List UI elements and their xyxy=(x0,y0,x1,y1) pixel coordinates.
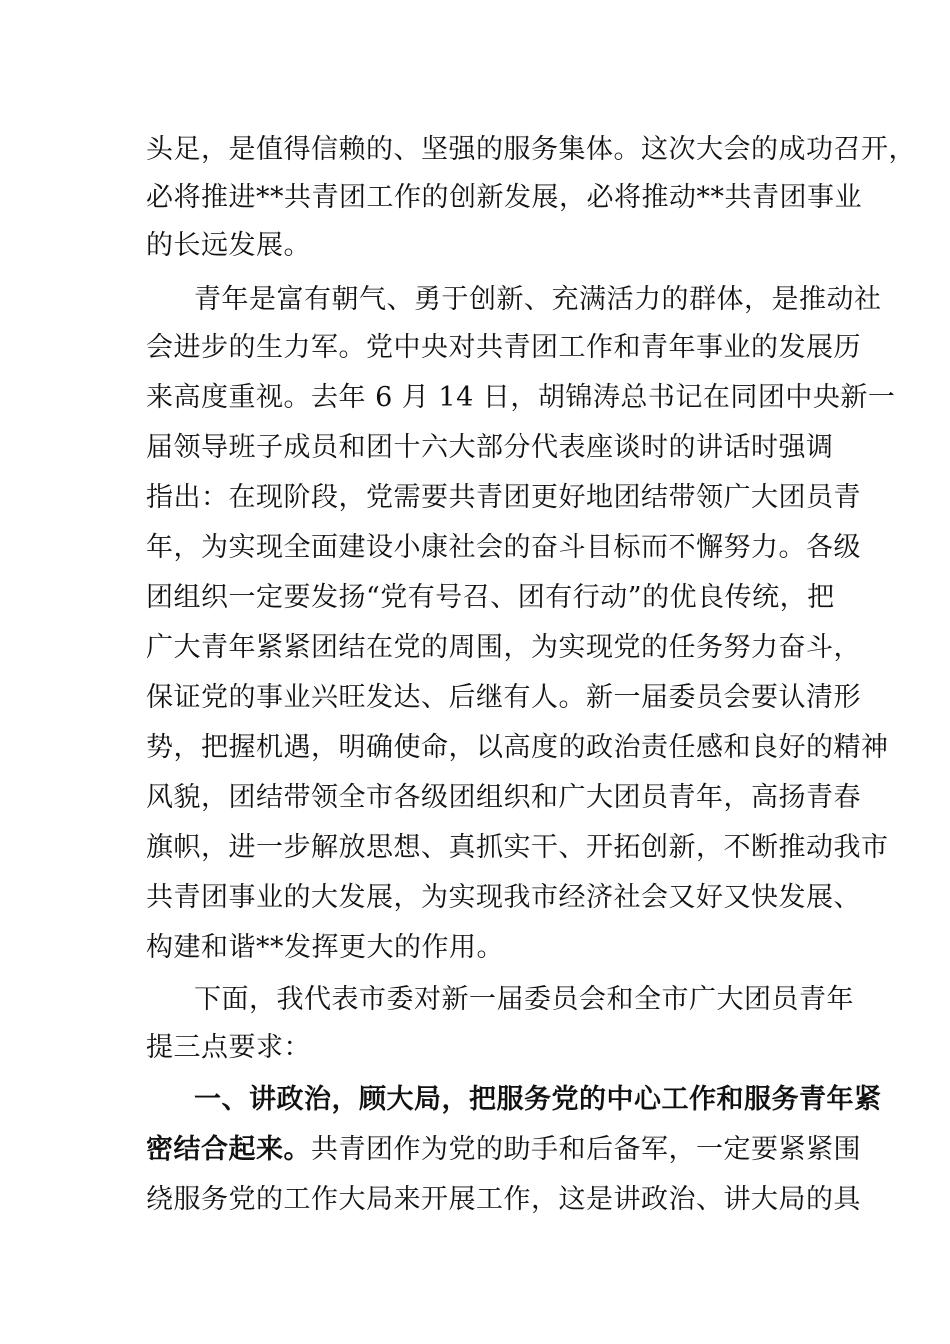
paragraph-2-line-8: 广大青年紧紧团结在党的周围，为实现党的任务努力奋斗， xyxy=(146,632,861,663)
paragraph-4-line-2: 绕服务党的工作大局来开展工作，这是讲政治、讲大局的具 xyxy=(146,1184,861,1215)
paragraph-2-line-4: 届领导班子成员和团十六大部分代表座谈时的讲话时强调 xyxy=(146,432,834,463)
paragraph-4-line-1-body: 共青团作为党的助手和后备军，一定要紧紧围 xyxy=(311,1134,861,1165)
section-heading-line-2: 密结合起来。 xyxy=(146,1134,311,1165)
paragraph-2-line-6: 年，为实现全面建设小康社会的奋斗目标而不懈努力。各级 xyxy=(146,532,861,563)
paragraph-2-line-2: 会进步的生力军。党中央对共青团工作和青年事业的发展历 xyxy=(146,332,861,363)
paragraph-1-line-3: 的长远发展。 xyxy=(146,230,311,261)
paragraph-1-line-2: 必将推进**共青团工作的创新发展，必将推动**共青团事业 xyxy=(146,182,862,213)
paragraph-2-line-3: 来高度重视。去年 6 月 14 日，胡锦涛总书记在同团中央新一 xyxy=(146,382,896,413)
section-heading-line-1: 一、讲政治，顾大局，把服务党的中心工作和服务青年紧 xyxy=(194,1084,882,1115)
paragraph-2-line-10: 势，把握机遇，明确使命，以高度的政治责任感和良好的精神 xyxy=(146,732,889,763)
paragraph-3-line-1: 下面，我代表市委对新一届委员会和全市广大团员青年 xyxy=(194,984,854,1015)
paragraph-2-line-1: 青年是富有朝气、勇于创新、充满活力的群体，是推动社 xyxy=(194,284,882,315)
paragraph-3-line-2: 提三点要求： xyxy=(146,1032,311,1063)
paragraph-2-line-12: 旗帜，进一步解放思想、真抓实干、开拓创新，不断推动我市 xyxy=(146,832,889,863)
paragraph-2-line-14: 构建和谐**发挥更大的作用。 xyxy=(146,932,504,963)
paragraph-2-line-5: 指出：在现阶段，党需要共青团更好地团结带领广大团员青 xyxy=(146,482,861,513)
paragraph-2-line-9: 保证党的事业兴旺发达、后继有人。新一届委员会要认清形 xyxy=(146,682,861,713)
paragraph-2-line-13: 共青团事业的大发展，为实现我市经济社会又好又快发展、 xyxy=(146,882,861,913)
paragraph-1-line-1: 头足，是值得信赖的、坚强的服务集体。这次大会的成功召开， xyxy=(146,134,916,165)
paragraph-2-line-11: 风貌，团结带领全市各级团组织和广大团员青年，高扬青春 xyxy=(146,782,861,813)
paragraph-2-line-7: 团组织一定要发扬“党有号召、团有行动”的优良传统，把 xyxy=(146,582,835,613)
paragraph-4-line-1 xyxy=(146,1130,861,1170)
